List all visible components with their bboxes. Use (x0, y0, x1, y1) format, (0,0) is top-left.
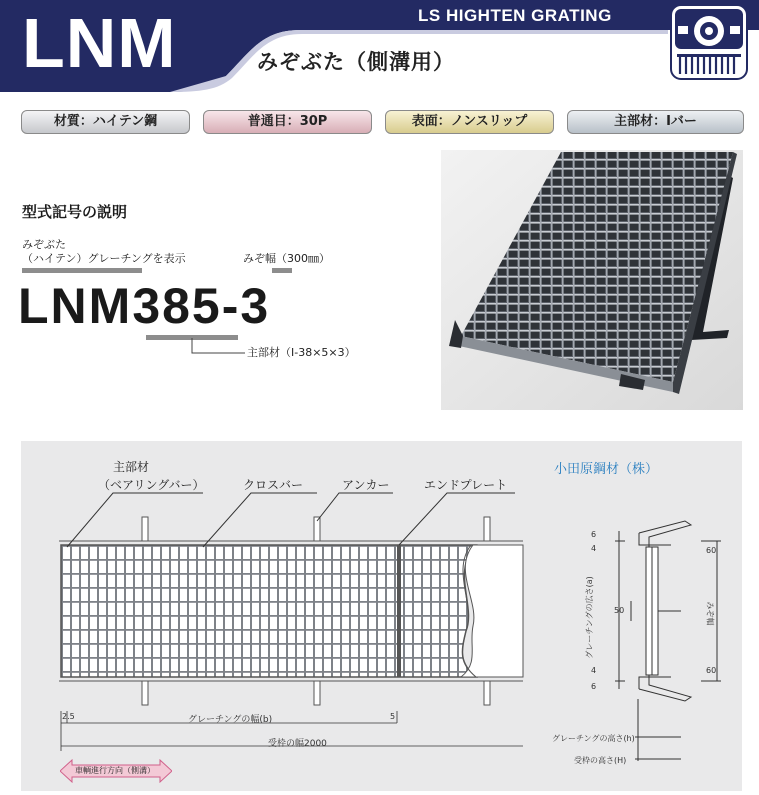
sec-six-top: 6 (591, 530, 597, 539)
note-type-line2: （ハイテン）グレーチングを表示 (22, 252, 186, 265)
dim-grating-width: グレーチングの幅(b) (188, 715, 273, 725)
model-code-bar: 85 (162, 278, 222, 334)
model-code-suffix: -3 (221, 278, 271, 334)
sec-fifty: 50 (614, 606, 625, 615)
model-code-prefix: LNM (18, 278, 133, 334)
note-width: みぞ幅（300㎜） (243, 252, 330, 265)
direction-label: 車輌進行方向（側溝） (75, 766, 155, 775)
brand-title: LNM (22, 4, 177, 82)
grating-logo-icon (670, 4, 748, 80)
sec-four-top: 4 (591, 544, 597, 553)
spec-pitch: 普通目：30P (203, 110, 372, 134)
sec-six-bottom: 6 (591, 682, 597, 691)
spec-surface: 表面：ノンスリップ (385, 110, 554, 134)
sec-grating-width: グレーチングの広さ(a) (584, 576, 594, 659)
underline-type (22, 268, 142, 273)
dim-right: 5 (390, 712, 396, 721)
label-anchor: アンカー (342, 478, 390, 492)
product-photo (441, 150, 743, 410)
model-code-width: 3 (132, 278, 163, 334)
label-main-bar-line2: （ベアリングバー） (98, 478, 205, 492)
maker-name: 小田原鋼材（株） (554, 462, 659, 477)
series-name: LS HIGHTEN GRATING (418, 6, 612, 25)
sec-grating-height: グレーチングの高さ(h) (552, 734, 635, 743)
spec-material: 材質：ハイテン鋼 (21, 110, 190, 134)
spec-main-bar: 主部材：Iバー (567, 110, 744, 134)
bar-leader-line (190, 338, 250, 358)
model-section-title: 型式記号の説明 (22, 203, 128, 221)
sec-frame-height: 受枠の高さ(H) (574, 756, 627, 765)
dim-frame-width: 受枠の幅2000 (268, 739, 327, 749)
dim-left: 2.5 (62, 712, 75, 721)
sec-sixty-bottom: 60 (706, 666, 717, 675)
sec-groove-width: みぞ幅 (705, 601, 715, 626)
sec-sixty-top: 60 (706, 546, 717, 555)
label-main-bar-line1: 主部材 (113, 460, 150, 474)
model-code (18, 278, 270, 334)
label-end-plate: エンドプレート (424, 478, 508, 492)
label-cross-bar: クロスバー (243, 478, 304, 492)
note-bar: 主部材（I-38×5×3） (247, 346, 356, 359)
sec-four-bottom: 4 (591, 666, 597, 675)
note-type-line1: みぞぶた (22, 238, 66, 251)
underline-width (272, 268, 292, 273)
product-subtitle: みぞぶた（側溝用） (257, 50, 455, 74)
